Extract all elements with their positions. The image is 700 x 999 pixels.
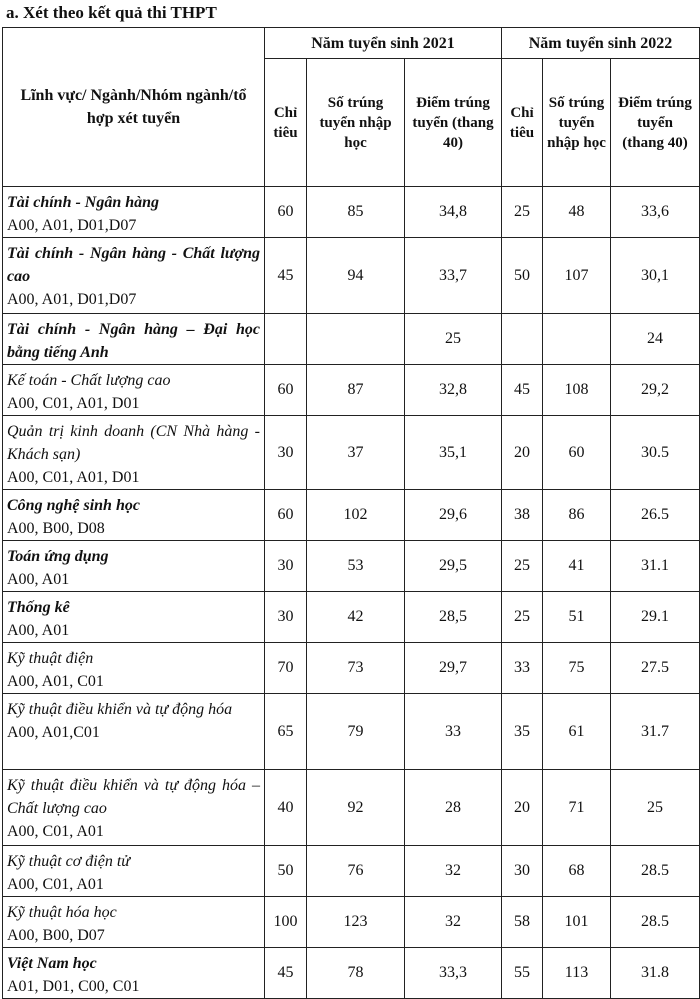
quota-2022-cell: 25 bbox=[502, 187, 543, 238]
program-name: Tài chính - Ngân hàng - Chất lượng cao bbox=[7, 245, 260, 285]
quota-2021-cell: 30 bbox=[265, 416, 307, 490]
score-2021-cell: 33,7 bbox=[405, 238, 502, 314]
subject-combination: A00, A01, D01,D07 bbox=[7, 291, 137, 308]
subject-combination: A00, C01, A01 bbox=[7, 876, 104, 893]
score-2021-cell: 33,3 bbox=[405, 948, 502, 999]
score-2022-cell: 30.5 bbox=[611, 416, 700, 490]
program-name: Thống kê bbox=[7, 599, 70, 616]
table-row bbox=[3, 490, 700, 541]
enrolled-2022-cell: 108 bbox=[543, 365, 611, 416]
subject-combination: A00, B00, D07 bbox=[7, 927, 105, 944]
score-2021-cell: 29,5 bbox=[405, 541, 502, 592]
field-column-header: Lĩnh vực/ Ngành/Nhóm ngành/tổ hợp xét tuyển bbox=[3, 28, 265, 187]
subject-combination: A00, A01 bbox=[7, 571, 70, 588]
score-2021-cell: 29,7 bbox=[405, 643, 502, 694]
score-2021-cell: 33 bbox=[405, 694, 502, 770]
quota-2021-cell: 50 bbox=[265, 846, 307, 897]
score-2021-cell: 32 bbox=[405, 897, 502, 948]
quota-2022-header: Chỉ tiêu bbox=[502, 59, 543, 187]
enrolled-2021-cell: 102 bbox=[307, 490, 405, 541]
program-name: Kỹ thuật cơ điện tử bbox=[7, 853, 131, 870]
enrolled-2022-cell: 101 bbox=[543, 897, 611, 948]
enrolled-2022-cell: 48 bbox=[543, 187, 611, 238]
score-2022-cell: 31.8 bbox=[611, 948, 700, 999]
enrolled-2021-cell: 94 bbox=[307, 238, 405, 314]
score-2021-cell: 25 bbox=[405, 314, 502, 365]
enrolled-2021-cell bbox=[307, 314, 405, 365]
program-cell bbox=[3, 238, 265, 314]
program-name: Công nghệ sinh học bbox=[7, 497, 140, 514]
program-name: Kỹ thuật điều khiển và tự động hóa bbox=[7, 701, 233, 718]
table-row bbox=[3, 365, 700, 416]
program-cell bbox=[3, 694, 265, 770]
table-row bbox=[3, 770, 700, 846]
program-name: Kỹ thuật điều khiển và tự động hóa – Chất lượng cao bbox=[7, 777, 260, 817]
year-2021-header: Năm tuyển sinh 2021 bbox=[265, 28, 502, 59]
enrolled-2022-cell bbox=[543, 314, 611, 365]
score-2022-cell: 25 bbox=[611, 770, 700, 846]
enrolled-2021-cell: 92 bbox=[307, 770, 405, 846]
subject-combination: A00, C01, A01, D01 bbox=[7, 395, 140, 412]
enrolled-2022-cell: 68 bbox=[543, 846, 611, 897]
subject-combination: A00, A01, C01 bbox=[7, 673, 104, 690]
enrolled-2021-cell: 37 bbox=[307, 416, 405, 490]
quota-2022-cell: 33 bbox=[502, 643, 543, 694]
score-2022-cell: 31.7 bbox=[611, 694, 700, 770]
score-2022-cell: 28.5 bbox=[611, 846, 700, 897]
enrolled-2022-cell: 60 bbox=[543, 416, 611, 490]
program-name: Tài chính - Ngân hàng – Đại học bằng tiếng Anh bbox=[7, 321, 260, 361]
score-2022-cell: 33,6 bbox=[611, 187, 700, 238]
year-2022-header: Năm tuyển sinh 2022 bbox=[502, 28, 700, 59]
table-row bbox=[3, 314, 700, 365]
program-cell bbox=[3, 897, 265, 948]
enrolled-2022-cell: 75 bbox=[543, 643, 611, 694]
program-cell bbox=[3, 643, 265, 694]
quota-2022-cell: 50 bbox=[502, 238, 543, 314]
quota-2022-cell: 20 bbox=[502, 416, 543, 490]
score-2022-cell: 27.5 bbox=[611, 643, 700, 694]
quota-2021-cell: 45 bbox=[265, 948, 307, 999]
quota-2021-cell: 65 bbox=[265, 694, 307, 770]
subject-combination: A01, D01, C00, C01 bbox=[7, 978, 140, 995]
score-2021-cell: 35,1 bbox=[405, 416, 502, 490]
table-row bbox=[3, 416, 700, 490]
program-cell bbox=[3, 846, 265, 897]
program-name: Kỹ thuật điện bbox=[7, 650, 94, 667]
table-row bbox=[3, 592, 700, 643]
table-row bbox=[3, 897, 700, 948]
enrolled-2022-cell: 51 bbox=[543, 592, 611, 643]
score-2021-cell: 29,6 bbox=[405, 490, 502, 541]
program-name: Việt Nam học bbox=[7, 955, 97, 972]
table-row bbox=[3, 541, 700, 592]
quota-2022-cell: 55 bbox=[502, 948, 543, 999]
quota-2022-cell bbox=[502, 314, 543, 365]
quota-2021-cell: 60 bbox=[265, 490, 307, 541]
enrolled-2022-header: Số trúng tuyển nhập học bbox=[543, 59, 611, 187]
score-2022-cell: 28.5 bbox=[611, 897, 700, 948]
score-2022-cell: 29.1 bbox=[611, 592, 700, 643]
quota-2022-cell: 58 bbox=[502, 897, 543, 948]
score-2022-header: Điểm trúng tuyển (thang 40) bbox=[611, 59, 700, 187]
program-cell bbox=[3, 365, 265, 416]
enrolled-2022-cell: 41 bbox=[543, 541, 611, 592]
score-2021-cell: 28 bbox=[405, 770, 502, 846]
quota-2022-cell: 25 bbox=[502, 592, 543, 643]
subject-combination: A00, B00, D08 bbox=[7, 520, 105, 537]
program-cell bbox=[3, 948, 265, 999]
enrolled-2022-cell: 86 bbox=[543, 490, 611, 541]
table-row bbox=[3, 846, 700, 897]
program-cell bbox=[3, 187, 265, 238]
subject-combination: A00, C01, A01, D01 bbox=[7, 469, 140, 486]
program-cell bbox=[3, 770, 265, 846]
program-name: Kế toán - Chất lượng cao bbox=[7, 372, 171, 389]
program-cell bbox=[3, 592, 265, 643]
quota-2021-cell: 45 bbox=[265, 238, 307, 314]
quota-2021-cell: 40 bbox=[265, 770, 307, 846]
quota-2022-cell: 35 bbox=[502, 694, 543, 770]
enrolled-2021-cell: 85 bbox=[307, 187, 405, 238]
score-2022-cell: 31.1 bbox=[611, 541, 700, 592]
quota-2021-cell bbox=[265, 314, 307, 365]
program-name: Toán ứng dụng bbox=[7, 548, 109, 565]
quota-2021-cell: 60 bbox=[265, 187, 307, 238]
quota-2022-cell: 45 bbox=[502, 365, 543, 416]
quota-2021-cell: 30 bbox=[265, 592, 307, 643]
subject-combination: A00, A01 bbox=[7, 622, 70, 639]
quota-2021-cell: 30 bbox=[265, 541, 307, 592]
quota-2022-cell: 25 bbox=[502, 541, 543, 592]
program-cell bbox=[3, 490, 265, 541]
enrolled-2021-cell: 42 bbox=[307, 592, 405, 643]
score-2021-cell: 28,5 bbox=[405, 592, 502, 643]
score-2021-cell: 34,8 bbox=[405, 187, 502, 238]
enrolled-2021-cell: 79 bbox=[307, 694, 405, 770]
subject-combination: A00, A01,C01 bbox=[7, 724, 100, 741]
enrolled-2022-cell: 107 bbox=[543, 238, 611, 314]
enrolled-2021-cell: 53 bbox=[307, 541, 405, 592]
subject-combination: A00, A01, D01,D07 bbox=[7, 217, 137, 234]
quota-2021-cell: 70 bbox=[265, 643, 307, 694]
program-cell bbox=[3, 541, 265, 592]
section-heading: a. Xét theo kết quả thi THPT bbox=[6, 3, 217, 22]
quota-2021-cell: 60 bbox=[265, 365, 307, 416]
score-2022-cell: 29,2 bbox=[611, 365, 700, 416]
program-cell bbox=[3, 314, 265, 365]
score-2022-cell: 26.5 bbox=[611, 490, 700, 541]
admission-table bbox=[2, 27, 700, 999]
quota-2022-cell: 30 bbox=[502, 846, 543, 897]
score-2022-cell: 30,1 bbox=[611, 238, 700, 314]
table-row bbox=[3, 948, 700, 999]
enrolled-2022-cell: 71 bbox=[543, 770, 611, 846]
quota-2021-cell: 100 bbox=[265, 897, 307, 948]
enrolled-2021-cell: 87 bbox=[307, 365, 405, 416]
score-2021-header: Điểm trúng tuyển (thang 40) bbox=[405, 59, 502, 187]
table-row bbox=[3, 187, 700, 238]
enrolled-2022-cell: 113 bbox=[543, 948, 611, 999]
program-name: Kỹ thuật hóa học bbox=[7, 904, 117, 921]
subject-combination: A00, C01, A01 bbox=[7, 823, 104, 840]
enrolled-2021-cell: 123 bbox=[307, 897, 405, 948]
enrolled-2021-cell: 73 bbox=[307, 643, 405, 694]
enrolled-2022-cell: 61 bbox=[543, 694, 611, 770]
score-2022-cell: 24 bbox=[611, 314, 700, 365]
quota-2021-header: Chỉ tiêu bbox=[265, 59, 307, 187]
program-name: Quản trị kinh doanh (CN Nhà hàng - Khách sạn) bbox=[7, 423, 260, 463]
score-2021-cell: 32,8 bbox=[405, 365, 502, 416]
quota-2022-cell: 38 bbox=[502, 490, 543, 541]
score-2021-cell: 32 bbox=[405, 846, 502, 897]
enrolled-2021-header: Số trúng tuyển nhập học bbox=[307, 59, 405, 187]
program-cell bbox=[3, 416, 265, 490]
enrolled-2021-cell: 78 bbox=[307, 948, 405, 999]
program-name: Tài chính - Ngân hàng bbox=[7, 194, 160, 211]
enrolled-2021-cell: 76 bbox=[307, 846, 405, 897]
table-row bbox=[3, 238, 700, 314]
table-row bbox=[3, 694, 700, 770]
quota-2022-cell: 20 bbox=[502, 770, 543, 846]
table-row bbox=[3, 643, 700, 694]
